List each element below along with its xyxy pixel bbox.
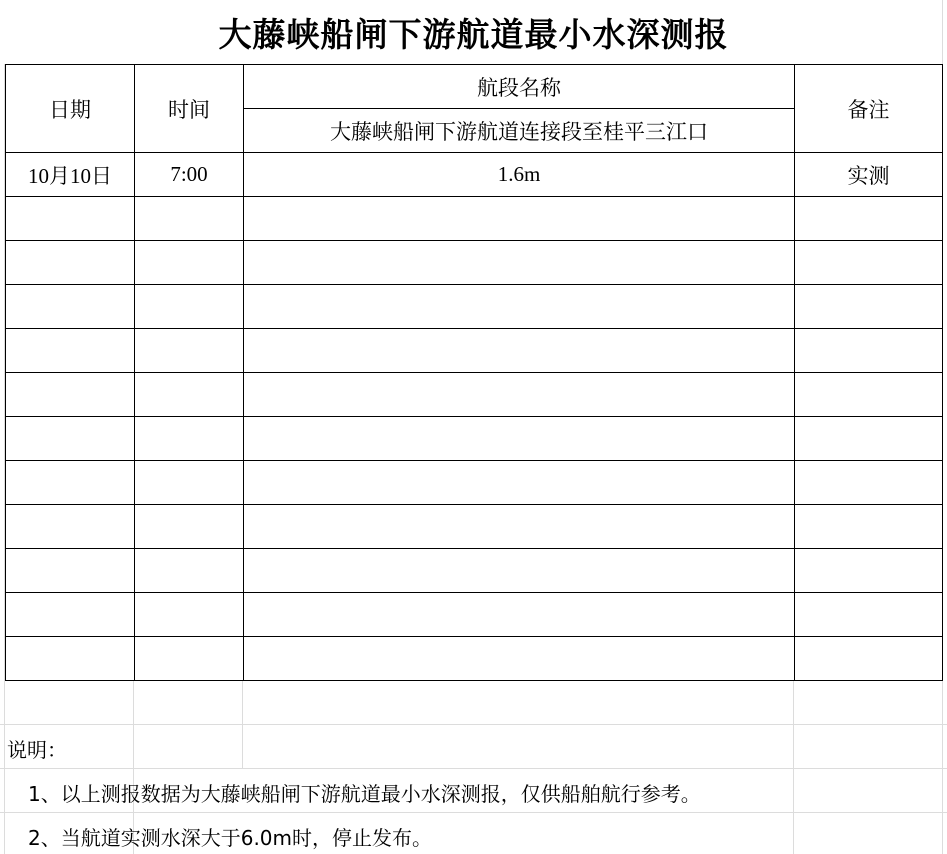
cell-date[interactable] <box>6 461 135 505</box>
cell-date[interactable] <box>6 593 135 637</box>
table-row <box>6 505 943 549</box>
cell-time[interactable] <box>135 593 244 637</box>
cell-depth[interactable] <box>244 637 795 681</box>
cell-time[interactable] <box>135 461 244 505</box>
cell-date[interactable] <box>6 637 135 681</box>
header-remark: 备注 <box>795 65 943 153</box>
cell-depth[interactable] <box>244 593 795 637</box>
cell-depth[interactable] <box>244 329 795 373</box>
cell-date[interactable] <box>6 241 135 285</box>
cell-depth[interactable] <box>244 197 795 241</box>
table-header-row <box>6 65 943 109</box>
cell-date[interactable] <box>6 373 135 417</box>
cell-depth[interactable] <box>244 417 795 461</box>
cell-date[interactable] <box>6 417 135 461</box>
cell-remark[interactable] <box>795 505 943 549</box>
header-section: 大藤峡船闸下游航道连接段至桂平三江口 <box>244 109 795 153</box>
cell-time[interactable] <box>135 197 244 241</box>
cell-remark[interactable] <box>795 241 943 285</box>
cell-depth[interactable] <box>244 373 795 417</box>
cell-date[interactable] <box>6 197 135 241</box>
cell-remark[interactable]: 实测 <box>795 153 943 197</box>
cell-depth[interactable] <box>244 241 795 285</box>
cell-depth[interactable] <box>244 461 795 505</box>
cell-depth[interactable] <box>244 505 795 549</box>
cell-remark[interactable] <box>795 549 943 593</box>
table-row <box>6 461 943 505</box>
cell-time[interactable] <box>135 637 244 681</box>
cell-date[interactable] <box>6 329 135 373</box>
cell-time[interactable] <box>135 285 244 329</box>
cell-remark[interactable] <box>795 197 943 241</box>
cell-remark[interactable] <box>795 637 943 681</box>
cell-remark[interactable] <box>795 285 943 329</box>
grid-line <box>793 680 794 854</box>
cell-date[interactable] <box>6 549 135 593</box>
cell-remark[interactable] <box>795 593 943 637</box>
header-section-name: 航段名称 <box>244 65 795 109</box>
grid-line <box>0 768 947 769</box>
table-row <box>6 197 943 241</box>
grid-line <box>0 812 947 813</box>
cell-remark[interactable] <box>795 373 943 417</box>
table-row <box>6 241 943 285</box>
cell-time[interactable] <box>135 549 244 593</box>
cell-remark[interactable] <box>795 461 943 505</box>
table-row <box>6 329 943 373</box>
notes-label: 说明： <box>7 738 67 762</box>
cell-depth[interactable] <box>244 285 795 329</box>
page-title: 大藤峡船闸下游航道最小水深测报 <box>218 14 729 54</box>
cell-time[interactable] <box>135 241 244 285</box>
grid-line <box>0 724 947 725</box>
note-item: 2、当航道实测水深大于6.0m时，停止发布。 <box>28 826 433 850</box>
header-time: 时间 <box>135 65 244 153</box>
cell-depth[interactable]: 1.6m <box>244 153 795 197</box>
cell-date[interactable]: 10月10日 <box>6 153 135 197</box>
cell-time[interactable] <box>135 329 244 373</box>
table-row <box>6 373 943 417</box>
table-row <box>6 637 943 681</box>
table-row <box>6 417 943 461</box>
cell-date[interactable] <box>6 285 135 329</box>
cell-time[interactable] <box>135 417 244 461</box>
table-row <box>6 593 943 637</box>
depth-report-table <box>5 64 943 681</box>
header-date: 日期 <box>6 65 135 153</box>
cell-date[interactable] <box>6 505 135 549</box>
table-row <box>6 285 943 329</box>
table-row <box>6 153 943 197</box>
table-row <box>6 549 943 593</box>
cell-depth[interactable] <box>244 549 795 593</box>
note-item: 1、以上测报数据为大藤峡船闸下游航道最小水深测报，仅供船舶航行参考。 <box>28 782 701 806</box>
cell-time[interactable] <box>135 373 244 417</box>
cell-remark[interactable] <box>795 329 943 373</box>
cell-remark[interactable] <box>795 417 943 461</box>
cell-time[interactable]: 7:00 <box>135 153 244 197</box>
cell-time[interactable] <box>135 505 244 549</box>
